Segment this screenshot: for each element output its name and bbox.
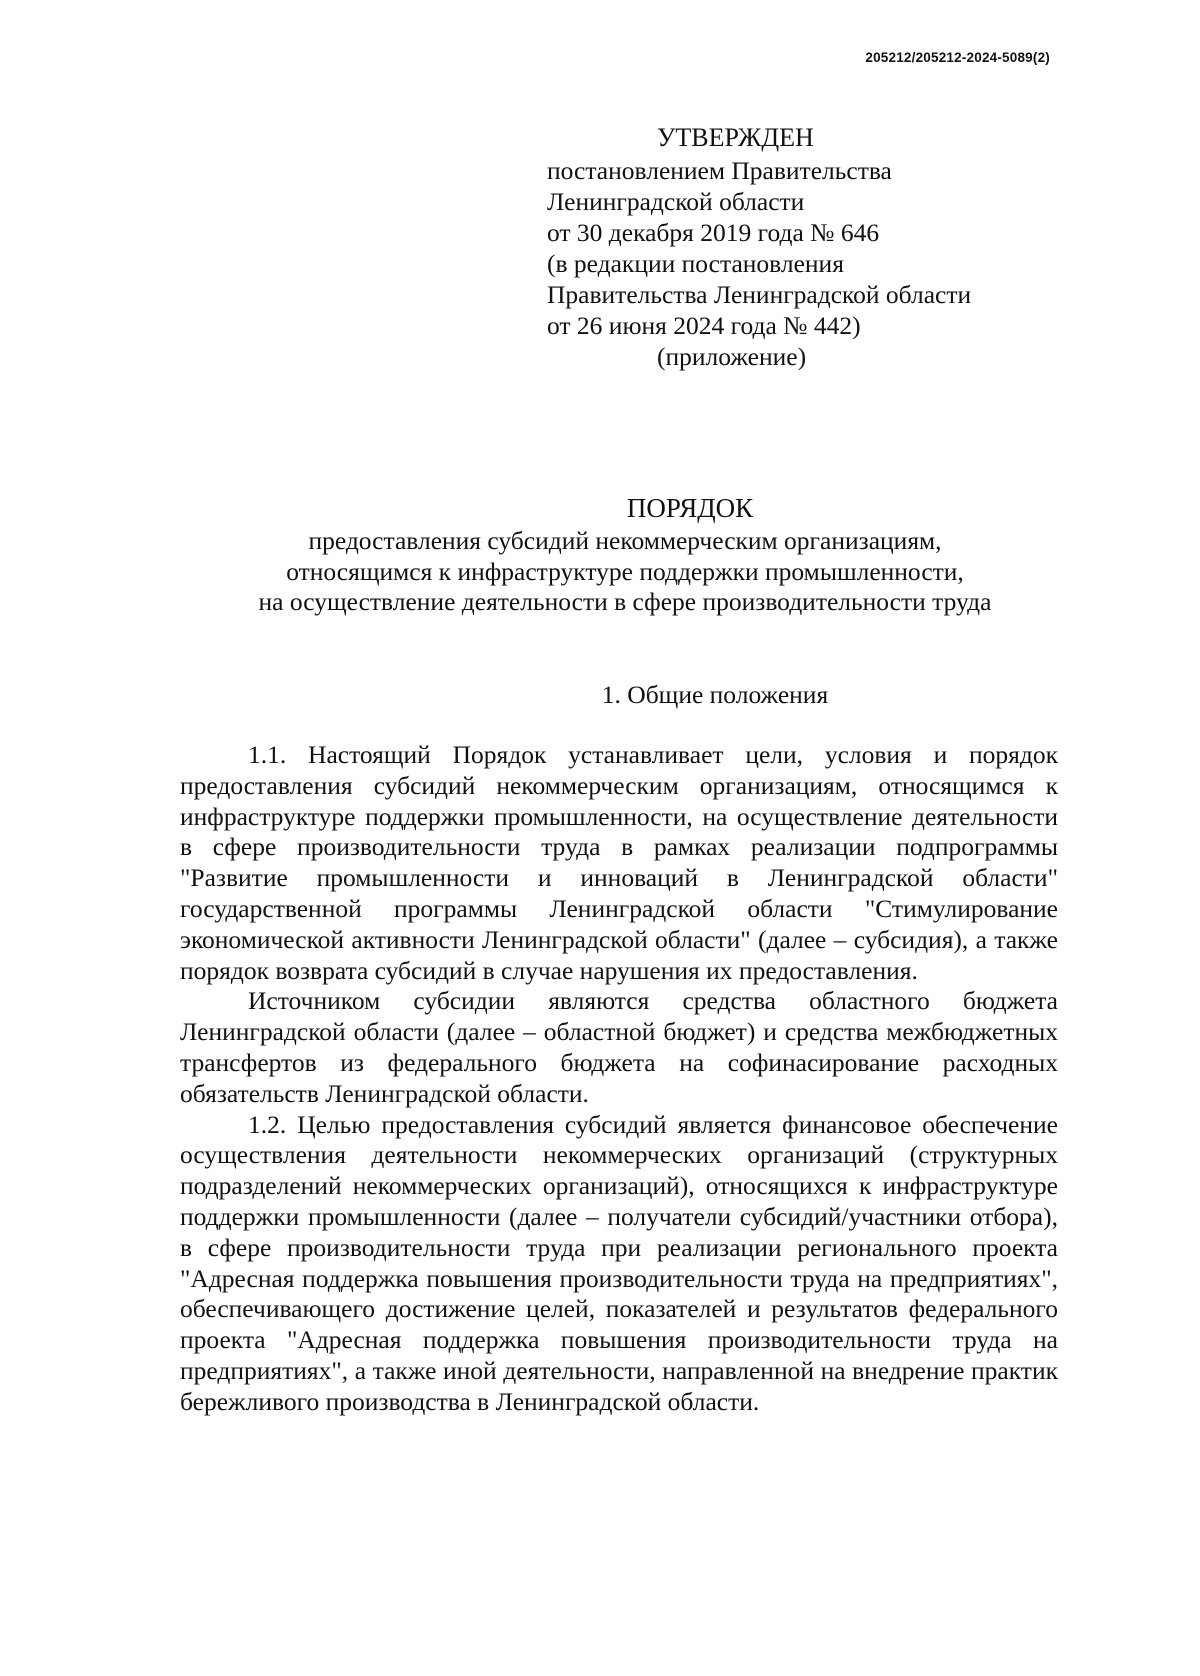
approval-stamp [547,121,1017,372]
approval-line: Правительства Ленинградской области [547,280,972,309]
order-subtitle-line: относящимся к инфраструктуре поддержки промышленности, [286,556,964,586]
document-id: 205212/205212-2024-5089(2) [865,50,1050,65]
paragraph-1-1: 1.1. Настоящий Порядок устанавливает цели, условия и порядок предоставления субсидий некоммерческим организациям, относящимся к инфраструктуре поддержки промышленности, на осуществление деятельности в сфере производительности труда в рамках реализации подпрограммы "Развитие промышленности и инноваций в Ленинградской области" государственной программы Ленинградской области "Стимулирование экономической активности Ленинградской области" (далее – субсидия), а также порядок возврата субсидий в случае нарушения их предоставления. [180,740,1058,985]
approval-line: от 26 июня 2024 года № 442) [547,311,861,340]
order-title: ПОРЯДОК [626,493,754,523]
section-body [180,740,1058,1418]
approval-line: постановлением Правительства [547,156,892,185]
paragraph-funding-source: Источником субсидии являются средства областного бюджета Ленинградской области (далее – областной бюджет) и средства межбюджетных трансфертов из федерального бюджета на софинасирование расходных обязательств Ленинградской области. [180,986,1058,1108]
approval-line: Ленинградской области [547,187,805,216]
paragraph-1-2: 1.2. Целью предоставления субсидий является финансовое обеспечение осуществления деятельности некоммерческих организаций (структурных подразделений некоммерческих организаций), относящихся к инфраструктуре поддержки промышленности (далее – получатели субсидий/участники отбора), в сфере производительности труда при реализации регионального проекта "Адресная поддержка повышения производительности труда на предприятиях", обеспечивающего достижение целей, показателей и результатов федерального проекта "Адресная поддержка повышения производительности труда на предприятиях", а также иной деятельности, направленной на внедрение практик бережливого производства в Ленинградской области. [180,1109,1058,1416]
section-heading: 1. Общие положения [601,680,829,709]
approval-line: от 30 декабря 2019 года № 646 [547,218,880,247]
approval-title: УТВЕРЖДЕН [657,123,814,152]
order-subtitle-line: на осуществление деятельности в сфере производительности труда [258,587,992,616]
approval-appendix: (приложение) [657,342,807,371]
order-subtitle-line: предоставления субсидий некоммерческим организациям, [308,526,942,555]
approval-line: (в редакции постановления [547,249,844,278]
order-subtitle [175,526,1075,618]
